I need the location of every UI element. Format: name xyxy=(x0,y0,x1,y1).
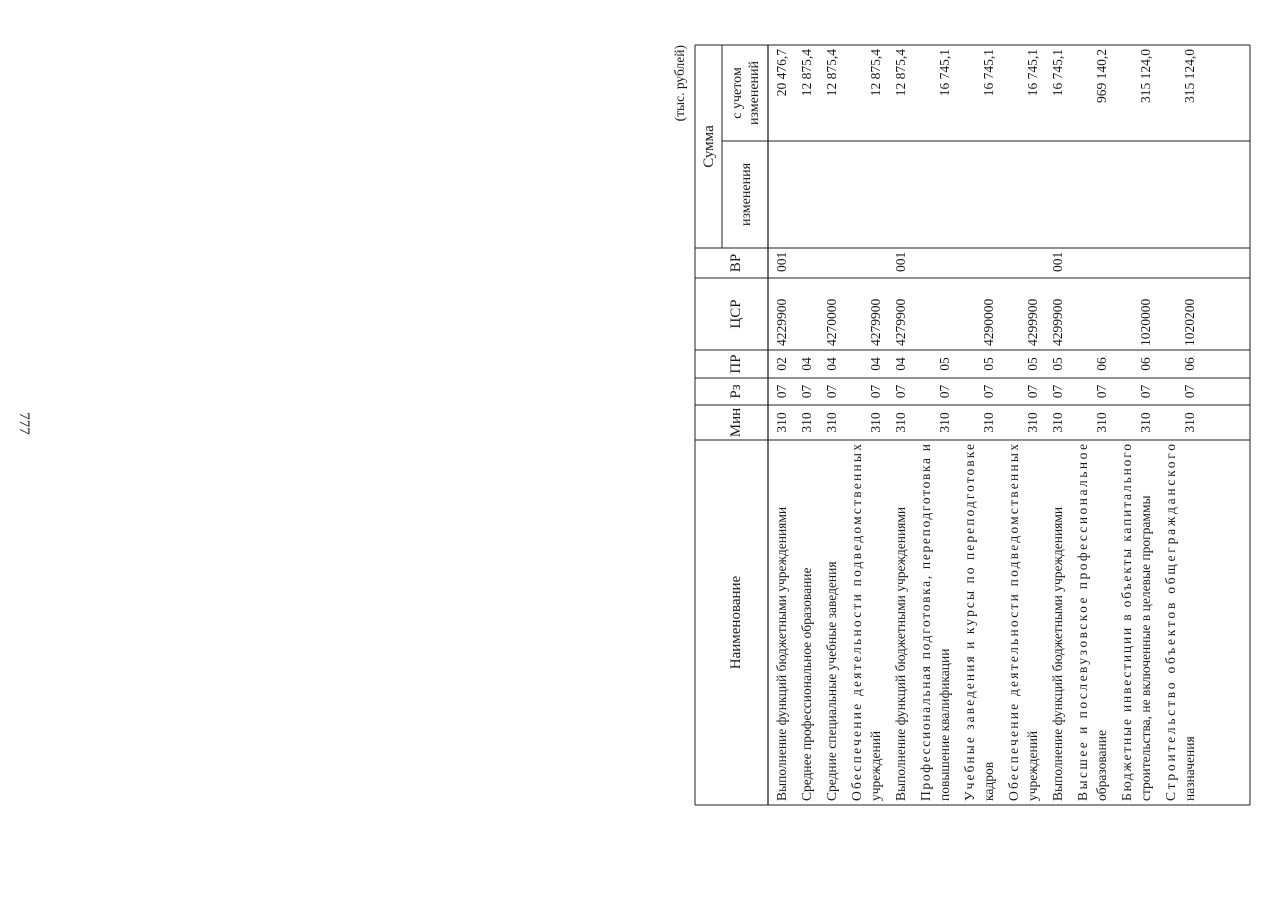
row-12-pr: 06 xyxy=(1182,357,1197,371)
row-9-total: 16 745,1 xyxy=(1050,49,1065,97)
row-4-name-line-1: Обеспечение деятельности подведомственных xyxy=(849,443,864,801)
row-11-name-line-1: Бюджетные инвестиции в объекты капитального xyxy=(1119,444,1134,801)
row-9-pr: 05 xyxy=(1050,357,1065,371)
row-10-name-line-1: Высшее и послевузовское профессиональное xyxy=(1075,444,1090,801)
row-8-pr: 05 xyxy=(1025,357,1040,371)
header-rz: Рз xyxy=(728,384,744,399)
row-2-min: 310 xyxy=(799,412,814,433)
budget-table xyxy=(640,0,1280,900)
row-2-pr: 04 xyxy=(799,357,814,371)
header-vr: ВР xyxy=(728,253,744,273)
header-with-changes-line2: изменений xyxy=(747,60,762,126)
row-9-vr: 001 xyxy=(1050,251,1065,272)
row-7-rz: 07 xyxy=(981,384,996,399)
row-7-csr: 4290000 xyxy=(981,298,996,346)
row-12-total: 315 124,0 xyxy=(1182,49,1197,103)
row-6-total: 16 745,1 xyxy=(937,49,952,97)
row-2-name-line-1: Среднее профессиональное образование xyxy=(799,567,814,801)
row-5-vr: 001 xyxy=(893,251,908,272)
row-12-name-line-1: Строительство объектов общегражданского xyxy=(1163,444,1178,801)
header-name: Наименование xyxy=(728,575,744,670)
row-1-total: 20 476,7 xyxy=(774,49,789,97)
row-2-total: 12 875,4 xyxy=(799,49,814,97)
row-1-pr: 02 xyxy=(774,357,789,371)
row-9-min: 310 xyxy=(1050,412,1065,433)
header-with-changes-line1: с учетом xyxy=(730,67,745,119)
row-8-csr: 4299900 xyxy=(1025,298,1040,346)
units-label: (тыс. рублей) xyxy=(672,45,687,122)
header-sum: Сумма xyxy=(701,125,717,168)
row-8-min: 310 xyxy=(1025,412,1040,433)
row-11-pr: 06 xyxy=(1138,357,1153,371)
row-3-rz: 07 xyxy=(824,384,839,399)
row-4-rz: 07 xyxy=(868,384,883,399)
row-1-name-line-1: Выполнение функций бюджетными учреждениями xyxy=(774,506,789,801)
header-pr: ПР xyxy=(728,354,744,374)
row-11-name-line-2: строительства, не включенные в целевые программы xyxy=(1138,495,1153,801)
row-10-total: 969 140,2 xyxy=(1094,49,1109,103)
row-4-min: 310 xyxy=(868,412,883,433)
row-7-name-line-1: Учебные заведения и курсы по переподготовке xyxy=(962,444,977,801)
row-10-min: 310 xyxy=(1094,412,1109,433)
row-3-csr: 4270000 xyxy=(824,298,839,346)
row-12-rz: 07 xyxy=(1182,384,1197,399)
row-12-csr: 1020200 xyxy=(1182,298,1197,346)
header-min: Мин xyxy=(728,407,744,438)
row-1-vr: 001 xyxy=(774,251,789,272)
row-7-name-line-2: кадров xyxy=(981,761,996,801)
row-1-min: 310 xyxy=(774,412,789,433)
header-changes: изменения xyxy=(739,162,754,227)
row-2-rz: 07 xyxy=(799,384,814,399)
row-6-pr: 05 xyxy=(937,357,952,371)
row-1-csr: 4229900 xyxy=(774,298,789,346)
row-8-total: 16 745,1 xyxy=(1025,49,1040,97)
row-10-pr: 06 xyxy=(1094,357,1109,371)
row-12-min: 310 xyxy=(1182,412,1197,433)
row-5-rz: 07 xyxy=(893,384,908,399)
row-7-pr: 05 xyxy=(981,357,996,371)
row-6-name-line-2: повышение квалификации xyxy=(937,648,952,801)
rotated-page xyxy=(640,0,1280,900)
row-7-min: 310 xyxy=(981,412,996,433)
row-7-total: 16 745,1 xyxy=(981,49,996,97)
row-4-pr: 04 xyxy=(868,357,883,371)
row-5-pr: 04 xyxy=(893,357,908,371)
row-6-name-line-1: Профессиональная подготовка, переподготовка и xyxy=(918,444,933,801)
row-5-min: 310 xyxy=(893,412,908,433)
row-3-pr: 04 xyxy=(824,357,839,371)
row-4-csr: 4279900 xyxy=(868,298,883,346)
row-8-rz: 07 xyxy=(1025,384,1040,399)
row-10-name-line-2: образование xyxy=(1094,730,1109,801)
row-11-min: 310 xyxy=(1138,412,1153,433)
row-9-name-line-1: Выполнение функций бюджетными учреждениями xyxy=(1050,506,1065,801)
row-3-min: 310 xyxy=(824,412,839,433)
row-8-name-line-1: Обеспечение деятельности подведомственных xyxy=(1006,443,1021,801)
row-6-min: 310 xyxy=(937,412,952,433)
row-5-csr: 4279900 xyxy=(893,298,908,346)
row-6-rz: 07 xyxy=(937,384,952,399)
row-3-name-line-1: Средние специальные учебные заведения xyxy=(824,561,839,801)
header-csr: ЦСР xyxy=(728,299,744,329)
row-9-csr: 4299900 xyxy=(1050,298,1065,346)
row-11-csr: 1020000 xyxy=(1138,298,1153,346)
row-11-total: 315 124,0 xyxy=(1138,49,1153,103)
row-9-rz: 07 xyxy=(1050,384,1065,399)
row-4-name-line-2: учреждений xyxy=(868,730,883,801)
row-11-rz: 07 xyxy=(1138,384,1153,399)
page-number: 777 xyxy=(15,412,32,435)
row-12-name-line-2: назначения xyxy=(1182,736,1197,801)
row-8-name-line-2: учреждений xyxy=(1025,730,1040,801)
row-10-rz: 07 xyxy=(1094,384,1109,399)
row-1-rz: 07 xyxy=(774,384,789,399)
row-5-total: 12 875,4 xyxy=(893,49,908,97)
row-5-name-line-1: Выполнение функций бюджетными учреждениями xyxy=(893,506,908,801)
row-3-total: 12 875,4 xyxy=(824,49,839,97)
row-4-total: 12 875,4 xyxy=(868,49,883,97)
